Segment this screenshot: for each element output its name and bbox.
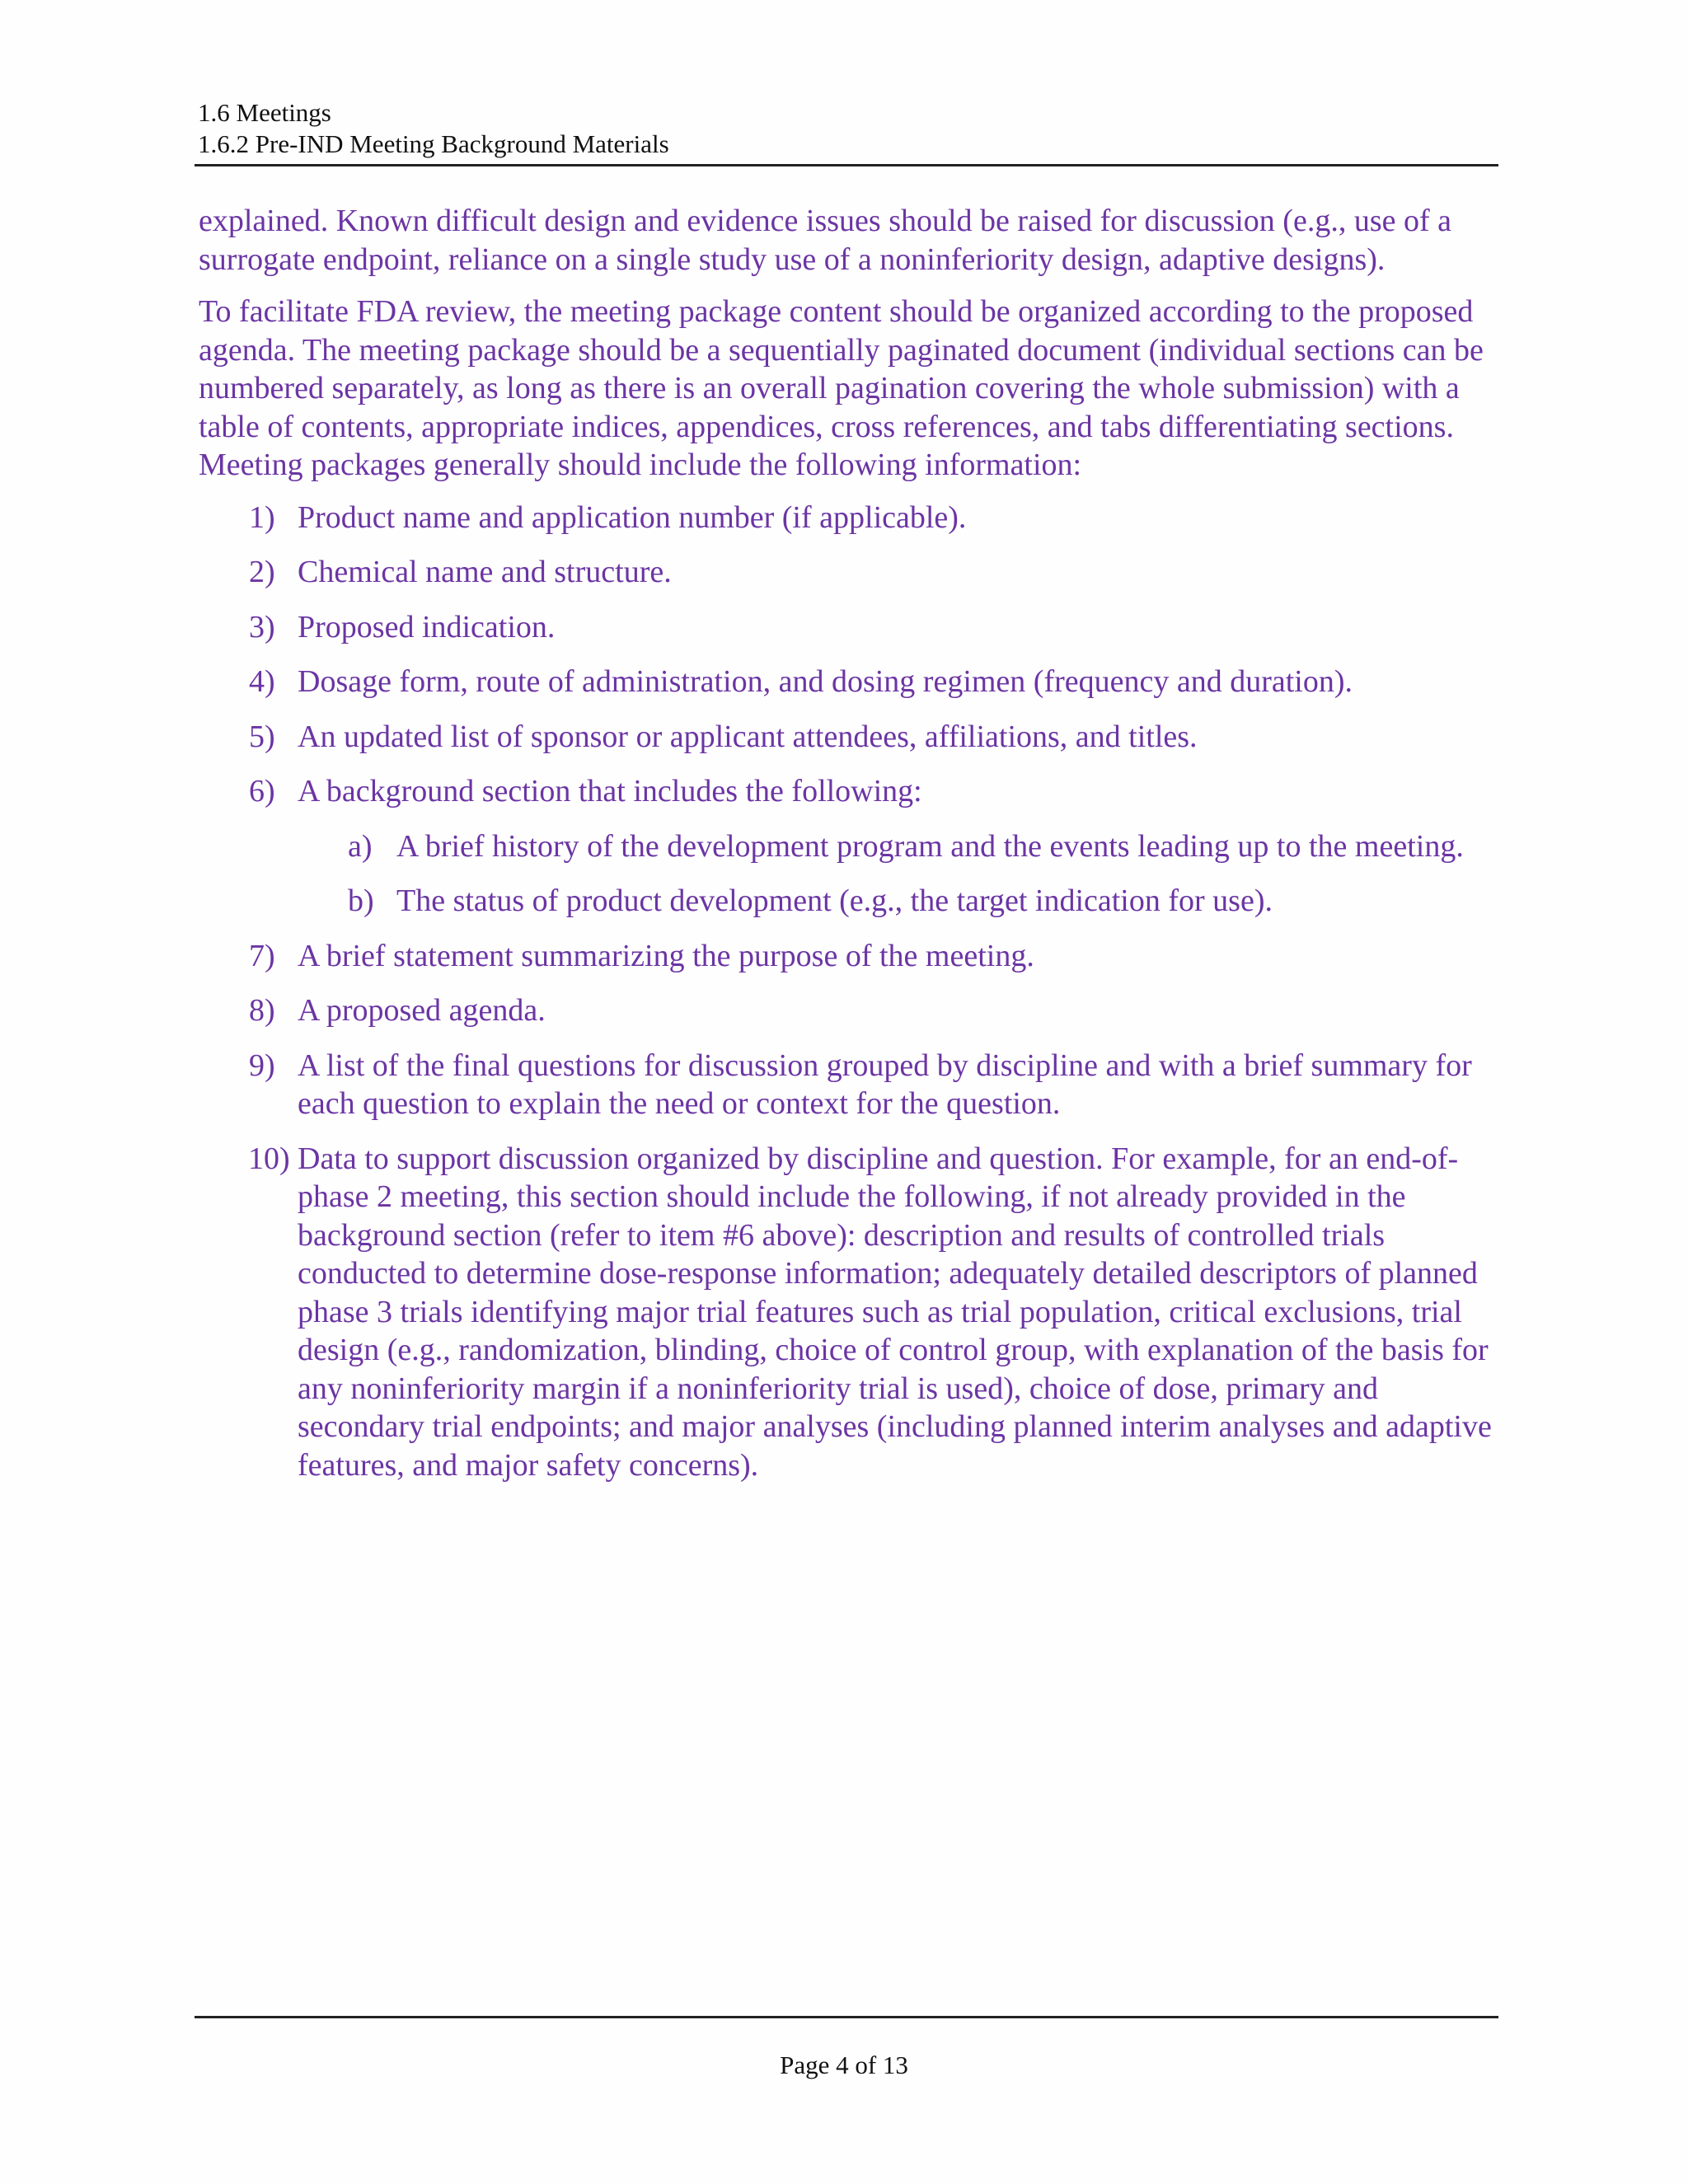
list-item-text: A list of the final questions for discussion grouped by discipline and with a brief summary for each question to explain the need or context for the question. — [298, 1047, 1472, 1121]
footer-divider — [195, 2016, 1498, 2018]
list-item-number: 6) — [249, 774, 275, 808]
sublist-item-letter: b) — [348, 883, 374, 918]
list-item-text: Data to support discussion organized by discipline and question. For example, for an end-of-phase 2 meeting, this section should include the following, if not already provided in the background section (refer to item #6 above): description and results of controlled trials conducted to determine dose-response information; adequately detailed descriptors of planned phase 3 trials identifying major trial features such as trial population, critical exclusions, trial design (e.g., randomization, blinding, choice of control group, with explanation of the basis for any noninferiority margin if a noninferiority trial is used), choice of dose, primary and secondary trial endpoints; and major analyses (including planned interim analyses and adaptive features, and major safety concerns). — [298, 1141, 1492, 1483]
document-body — [199, 202, 1505, 1501]
list-item — [199, 663, 1505, 701]
list-item — [199, 1047, 1505, 1123]
list-item — [199, 553, 1505, 592]
list-item — [199, 772, 1505, 921]
list-item-text: Dosage form, route of administration, and dosing regimen (frequency and duration). — [298, 664, 1353, 699]
list-item-text: Product name and application number (if applicable). — [298, 499, 967, 535]
list-item — [199, 937, 1505, 976]
header-divider — [195, 164, 1498, 166]
list-item — [199, 1140, 1505, 1485]
list-item-text: An updated list of sponsor or applicant attendees, affiliations, and titles. — [298, 719, 1198, 754]
sublist-item-letter: a) — [348, 828, 373, 864]
list-item-number: 5) — [249, 719, 275, 754]
lettered-sublist — [298, 827, 1505, 921]
sublist-item-text: A brief history of the development program and the events leading up to the meeting. — [396, 828, 1464, 864]
body-paragraph: explained. Known difficult design and evidence issues should be raised for discussion (e.g., use of a surrogate endpoint, reliance on a single study use of a noninferiority design, adaptive designs). — [199, 204, 1451, 277]
list-item-number: 8) — [249, 993, 275, 1028]
sublist-item — [298, 882, 1505, 921]
header-subsection-title: 1.6.2 Pre-IND Meeting Background Materials — [198, 129, 669, 158]
list-item-number: 1) — [249, 499, 275, 535]
header-section-title: 1.6 Meetings — [198, 98, 331, 127]
list-item-number: 10) — [248, 1141, 290, 1176]
list-item-number: 2) — [249, 555, 275, 589]
list-item-text: A proposed agenda. — [298, 993, 546, 1028]
list-item-number: 9) — [249, 1047, 275, 1083]
list-item — [199, 608, 1505, 647]
page-number: Page 4 of 13 — [780, 2050, 908, 2079]
list-item-text: Chemical name and structure. — [298, 555, 672, 589]
list-item — [199, 499, 1505, 537]
list-item — [199, 718, 1505, 757]
body-paragraph: To facilitate FDA review, the meeting package content should be organized according to the proposed agenda. The meeting package should be a sequentially paginated document (individual sections can be numbered separately, as long as there is an overall pagination covering the whole submission) with a table of contents, appropriate indices, appendices, cross references, and tabs differentiating sections. Meeting packages generally should include the following information: — [199, 294, 1484, 482]
list-item-number: 3) — [249, 609, 275, 644]
list-item-text: A brief statement summarizing the purpose of the meeting. — [298, 938, 1034, 973]
list-item — [199, 991, 1505, 1030]
list-item-number: 4) — [249, 664, 275, 699]
running-header — [198, 97, 1498, 160]
numbered-list — [199, 499, 1505, 1485]
sublist-item — [298, 827, 1505, 866]
list-item-text: A background section that includes the following: — [298, 774, 922, 808]
list-item-text: Proposed indication. — [298, 609, 556, 644]
sublist-item-text: The status of product development (e.g., the target indication for use). — [396, 883, 1273, 918]
list-item-number: 7) — [249, 938, 275, 973]
